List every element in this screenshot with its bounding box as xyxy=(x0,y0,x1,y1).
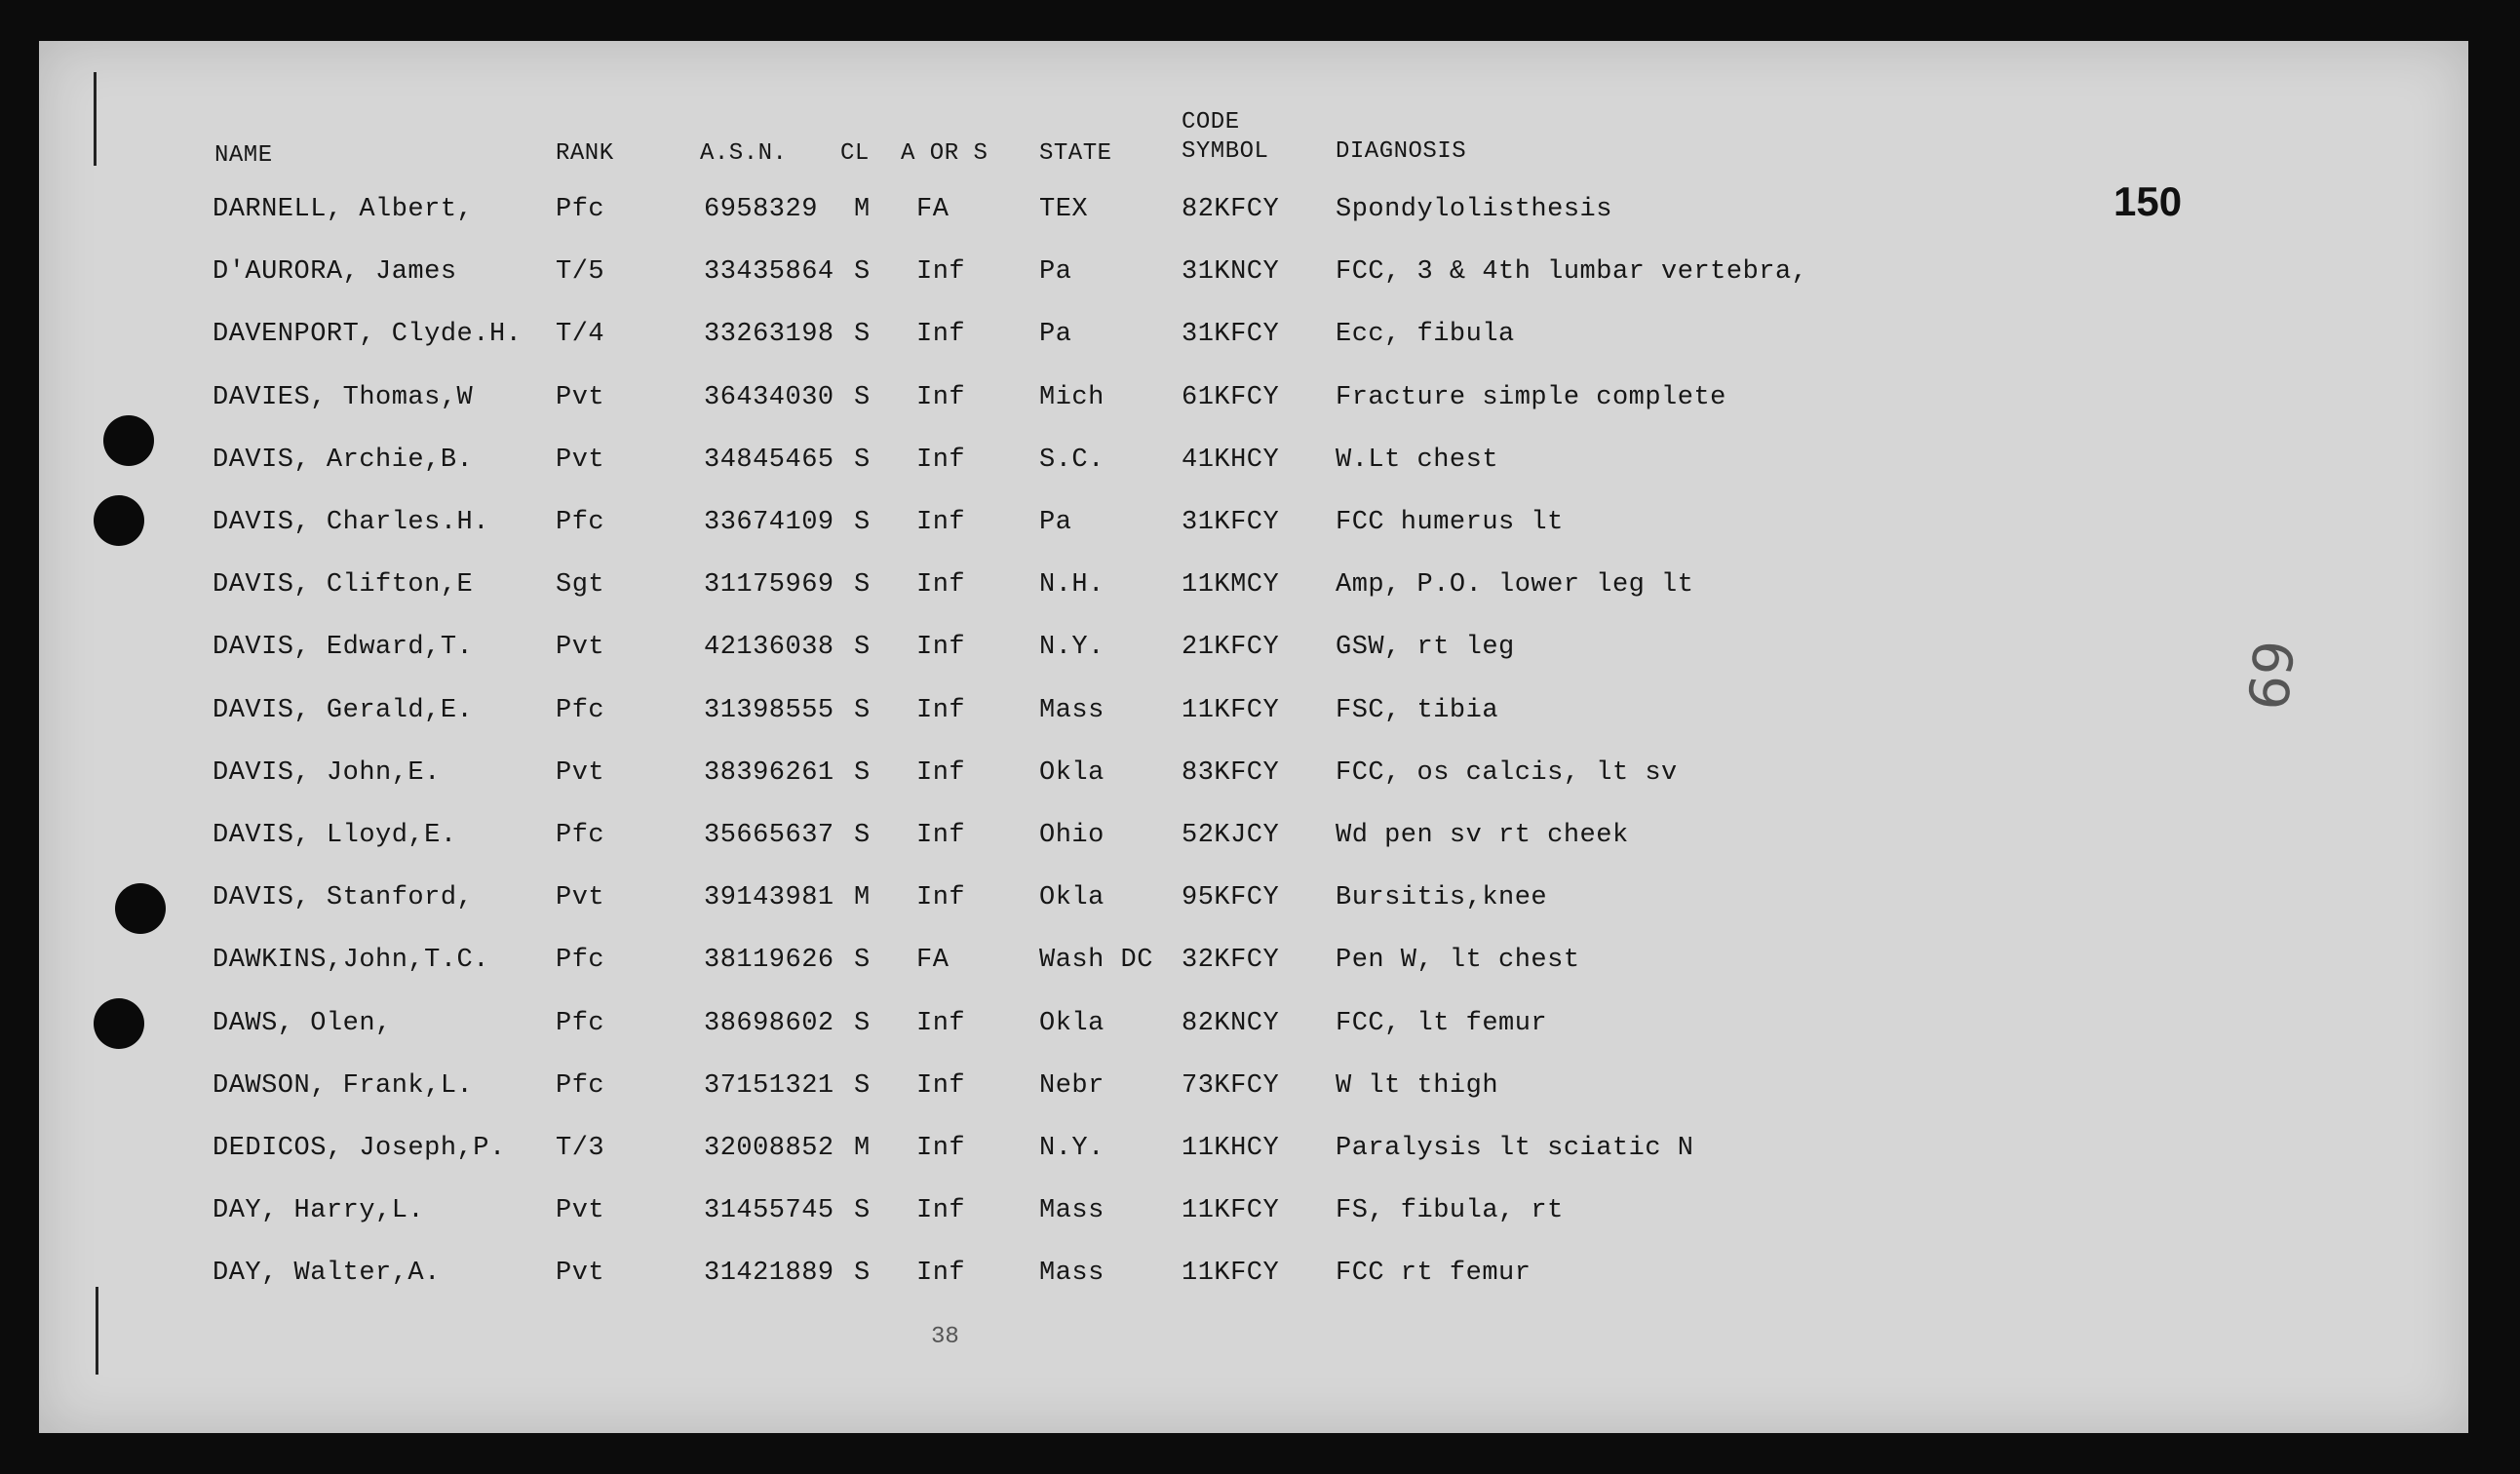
cell-cl: S xyxy=(854,696,871,725)
cell-diagnosis: FSC, tibia xyxy=(1336,696,1499,725)
cell-diagnosis: Bursitis,knee xyxy=(1336,883,1548,912)
cell-state: Pa xyxy=(1039,320,1072,349)
cell-diagnosis: Paralysis lt sciatic N xyxy=(1336,1134,1694,1163)
cell-diagnosis: Fracture simple complete xyxy=(1336,383,1726,412)
document-sheet xyxy=(39,41,2468,1433)
cell-name: DAVIS, Charles.H. xyxy=(213,508,489,537)
cell-rank: Pvt xyxy=(556,758,605,788)
cell-asn: 35665637 xyxy=(704,821,834,850)
cell-cl: S xyxy=(854,1071,871,1101)
header-cl: CL xyxy=(840,140,870,167)
cell-a-or-s: Inf xyxy=(916,320,966,349)
header-rank: RANK xyxy=(556,140,614,167)
cell-name: DAVIES, Thomas,W xyxy=(213,383,474,412)
cell-asn: 38119626 xyxy=(704,946,834,975)
cell-name: DAVIS, Clifton,E xyxy=(213,570,474,600)
cell-a-or-s: Inf xyxy=(916,758,966,788)
cell-cl: S xyxy=(854,570,871,600)
cell-rank: T/3 xyxy=(556,1134,605,1163)
cell-state: Okla xyxy=(1039,1009,1105,1038)
cell-name: DAVIS, Stanford, xyxy=(213,883,474,912)
cell-a-or-s: FA xyxy=(916,946,950,975)
cell-diagnosis: Spondylolisthesis xyxy=(1336,195,1612,224)
cell-a-or-s: Inf xyxy=(916,1009,966,1038)
cell-state: S.C. xyxy=(1039,446,1105,475)
cell-cl: M xyxy=(854,1134,871,1163)
cell-diagnosis: FCC rt femur xyxy=(1336,1259,1531,1288)
cell-a-or-s: Inf xyxy=(916,821,966,850)
cell-rank: Pvt xyxy=(556,1196,605,1225)
margin-tick xyxy=(94,72,97,166)
cell-asn: 33263198 xyxy=(704,320,834,349)
cell-cl: S xyxy=(854,1259,871,1288)
cell-cl: S xyxy=(854,633,871,662)
cell-rank: Pvt xyxy=(556,383,605,412)
cell-name: DAVIS, Archie,B. xyxy=(213,446,474,475)
cell-cl: S xyxy=(854,508,871,537)
cell-a-or-s: Inf xyxy=(916,696,966,725)
cell-asn: 39143981 xyxy=(704,883,834,912)
cell-name: DAWS, Olen, xyxy=(213,1009,392,1038)
cell-state: Okla xyxy=(1039,758,1105,788)
cell-name: DAVIS, Gerald,E. xyxy=(213,696,474,725)
cell-state: Mich xyxy=(1039,383,1105,412)
cell-asn: 33435864 xyxy=(704,257,834,287)
header-name: NAME xyxy=(214,142,273,169)
cell-code: 41KHCY xyxy=(1182,446,1280,475)
cell-cl: S xyxy=(854,257,871,287)
cell-name: DEDICOS, Joseph,P. xyxy=(213,1134,506,1163)
header-asn: A.S.N. xyxy=(700,140,788,167)
cell-code: 52KJCY xyxy=(1182,821,1280,850)
cell-a-or-s: Inf xyxy=(916,570,966,600)
cell-rank: Pvt xyxy=(556,883,605,912)
cell-state: N.Y. xyxy=(1039,1134,1105,1163)
cell-cl: S xyxy=(854,446,871,475)
cell-asn: 38396261 xyxy=(704,758,834,788)
cell-rank: Pvt xyxy=(556,1259,605,1288)
cell-diagnosis: FCC humerus lt xyxy=(1336,508,1564,537)
punch-hole xyxy=(115,883,166,934)
cell-code: 31KNCY xyxy=(1182,257,1280,287)
cell-a-or-s: Inf xyxy=(916,257,966,287)
cell-asn: 32008852 xyxy=(704,1134,834,1163)
cell-a-or-s: Inf xyxy=(916,446,966,475)
cell-name: DAY, Walter,A. xyxy=(213,1259,441,1288)
cell-rank: Pvt xyxy=(556,633,605,662)
header-code-line2: SYMBOL xyxy=(1182,138,1269,165)
cell-code: 11KFCY xyxy=(1182,1196,1280,1225)
cell-name: DAVIS, Edward,T. xyxy=(213,633,474,662)
cell-cl: S xyxy=(854,821,871,850)
cell-name: DARNELL, Albert, xyxy=(213,195,474,224)
cell-rank: T/5 xyxy=(556,257,605,287)
cell-rank: Sgt xyxy=(556,570,605,600)
cell-rank: Pfc xyxy=(556,1009,605,1038)
cell-diagnosis: Wd pen sv rt cheek xyxy=(1336,821,1629,850)
cell-asn: 31175969 xyxy=(704,570,834,600)
header-state: STATE xyxy=(1039,140,1112,167)
cell-rank: Pfc xyxy=(556,821,605,850)
cell-cl: S xyxy=(854,946,871,975)
punch-hole xyxy=(103,415,154,466)
cell-state: N.H. xyxy=(1039,570,1105,600)
cell-asn: 33674109 xyxy=(704,508,834,537)
cell-code: 82KNCY xyxy=(1182,1009,1280,1038)
cell-diagnosis: FCC, os calcis, lt sv xyxy=(1336,758,1678,788)
cell-name: D'AURORA, James xyxy=(213,257,457,287)
cell-rank: Pfc xyxy=(556,696,605,725)
cell-a-or-s: Inf xyxy=(916,383,966,412)
cell-name: DAVENPORT, Clyde.H. xyxy=(213,320,523,349)
cell-code: 31KFCY xyxy=(1182,320,1280,349)
cell-asn: 31421889 xyxy=(704,1259,834,1288)
cell-diagnosis: W lt thigh xyxy=(1336,1071,1499,1101)
punch-hole xyxy=(94,495,144,546)
punch-hole xyxy=(94,998,144,1049)
cell-cl: S xyxy=(854,320,871,349)
cell-asn: 31398555 xyxy=(704,696,834,725)
cell-rank: Pfc xyxy=(556,195,605,224)
cell-a-or-s: Inf xyxy=(916,883,966,912)
cell-state: Wash DC xyxy=(1039,946,1153,975)
cell-code: 11KFCY xyxy=(1182,696,1280,725)
cell-code: 32KFCY xyxy=(1182,946,1280,975)
cell-state: Pa xyxy=(1039,257,1072,287)
cell-cl: M xyxy=(854,195,871,224)
cell-state: Mass xyxy=(1039,1196,1105,1225)
cell-code: 61KFCY xyxy=(1182,383,1280,412)
cell-rank: Pfc xyxy=(556,1071,605,1101)
cell-asn: 37151321 xyxy=(704,1071,834,1101)
page-number: 150 xyxy=(2113,178,2183,224)
cell-name: DAVIS, Lloyd,E. xyxy=(213,821,457,850)
cell-asn: 6958329 xyxy=(704,195,818,224)
cell-cl: S xyxy=(854,1009,871,1038)
cell-code: 73KFCY xyxy=(1182,1071,1280,1101)
cell-name: DAWSON, Frank,L. xyxy=(213,1071,474,1101)
cell-asn: 38698602 xyxy=(704,1009,834,1038)
footer-mark: 38 xyxy=(931,1324,959,1350)
cell-cl: S xyxy=(854,758,871,788)
cell-diagnosis: FS, fibula, rt xyxy=(1336,1196,1564,1225)
cell-state: Mass xyxy=(1039,696,1105,725)
cell-a-or-s: Inf xyxy=(916,633,966,662)
cell-a-or-s: FA xyxy=(916,195,950,224)
header-diagnosis: DIAGNOSIS xyxy=(1336,138,1467,165)
cell-code: 11KHCY xyxy=(1182,1134,1280,1163)
cell-a-or-s: Inf xyxy=(916,1071,966,1101)
cell-a-or-s: Inf xyxy=(916,1196,966,1225)
cell-state: Okla xyxy=(1039,883,1105,912)
cell-state: Pa xyxy=(1039,508,1072,537)
cell-asn: 36434030 xyxy=(704,383,834,412)
cell-a-or-s: Inf xyxy=(916,1259,966,1288)
cell-rank: Pfc xyxy=(556,946,605,975)
cell-cl: S xyxy=(854,1196,871,1225)
cell-code: 83KFCY xyxy=(1182,758,1280,788)
cell-asn: 34845465 xyxy=(704,446,834,475)
cell-diagnosis: Amp, P.O. lower leg lt xyxy=(1336,570,1694,600)
cell-rank: T/4 xyxy=(556,320,605,349)
cell-cl: S xyxy=(854,383,871,412)
margin-pencil-note: 69 xyxy=(2233,637,2305,714)
cell-state: TEX xyxy=(1039,195,1089,224)
header-code-line1: CODE xyxy=(1182,109,1240,136)
cell-a-or-s: Inf xyxy=(916,1134,966,1163)
cell-diagnosis: Ecc, fibula xyxy=(1336,320,1515,349)
cell-name: DAVIS, John,E. xyxy=(213,758,441,788)
cell-code: 21KFCY xyxy=(1182,633,1280,662)
cell-state: Nebr xyxy=(1039,1071,1105,1101)
cell-a-or-s: Inf xyxy=(916,508,966,537)
cell-rank: Pfc xyxy=(556,508,605,537)
cell-diagnosis: Pen W, lt chest xyxy=(1336,946,1580,975)
cell-diagnosis: GSW, rt leg xyxy=(1336,633,1515,662)
cell-state: Ohio xyxy=(1039,821,1105,850)
cell-name: DAY, Harry,L. xyxy=(213,1196,425,1225)
cell-asn: 31455745 xyxy=(704,1196,834,1225)
cell-code: 31KFCY xyxy=(1182,508,1280,537)
cell-diagnosis: FCC, 3 & 4th lumbar vertebra, xyxy=(1336,257,1808,287)
cell-state: Mass xyxy=(1039,1259,1105,1288)
cell-diagnosis: FCC, lt femur xyxy=(1336,1009,1548,1038)
cell-asn: 42136038 xyxy=(704,633,834,662)
cell-code: 11KMCY xyxy=(1182,570,1280,600)
cell-code: 95KFCY xyxy=(1182,883,1280,912)
cell-rank: Pvt xyxy=(556,446,605,475)
cell-code: 82KFCY xyxy=(1182,195,1280,224)
cell-cl: M xyxy=(854,883,871,912)
cell-state: N.Y. xyxy=(1039,633,1105,662)
cell-name: DAWKINS,John,T.C. xyxy=(213,946,489,975)
margin-tick xyxy=(96,1287,98,1375)
cell-code: 11KFCY xyxy=(1182,1259,1280,1288)
header-a-or-s: A OR S xyxy=(901,140,989,167)
cell-diagnosis: W.Lt chest xyxy=(1336,446,1499,475)
